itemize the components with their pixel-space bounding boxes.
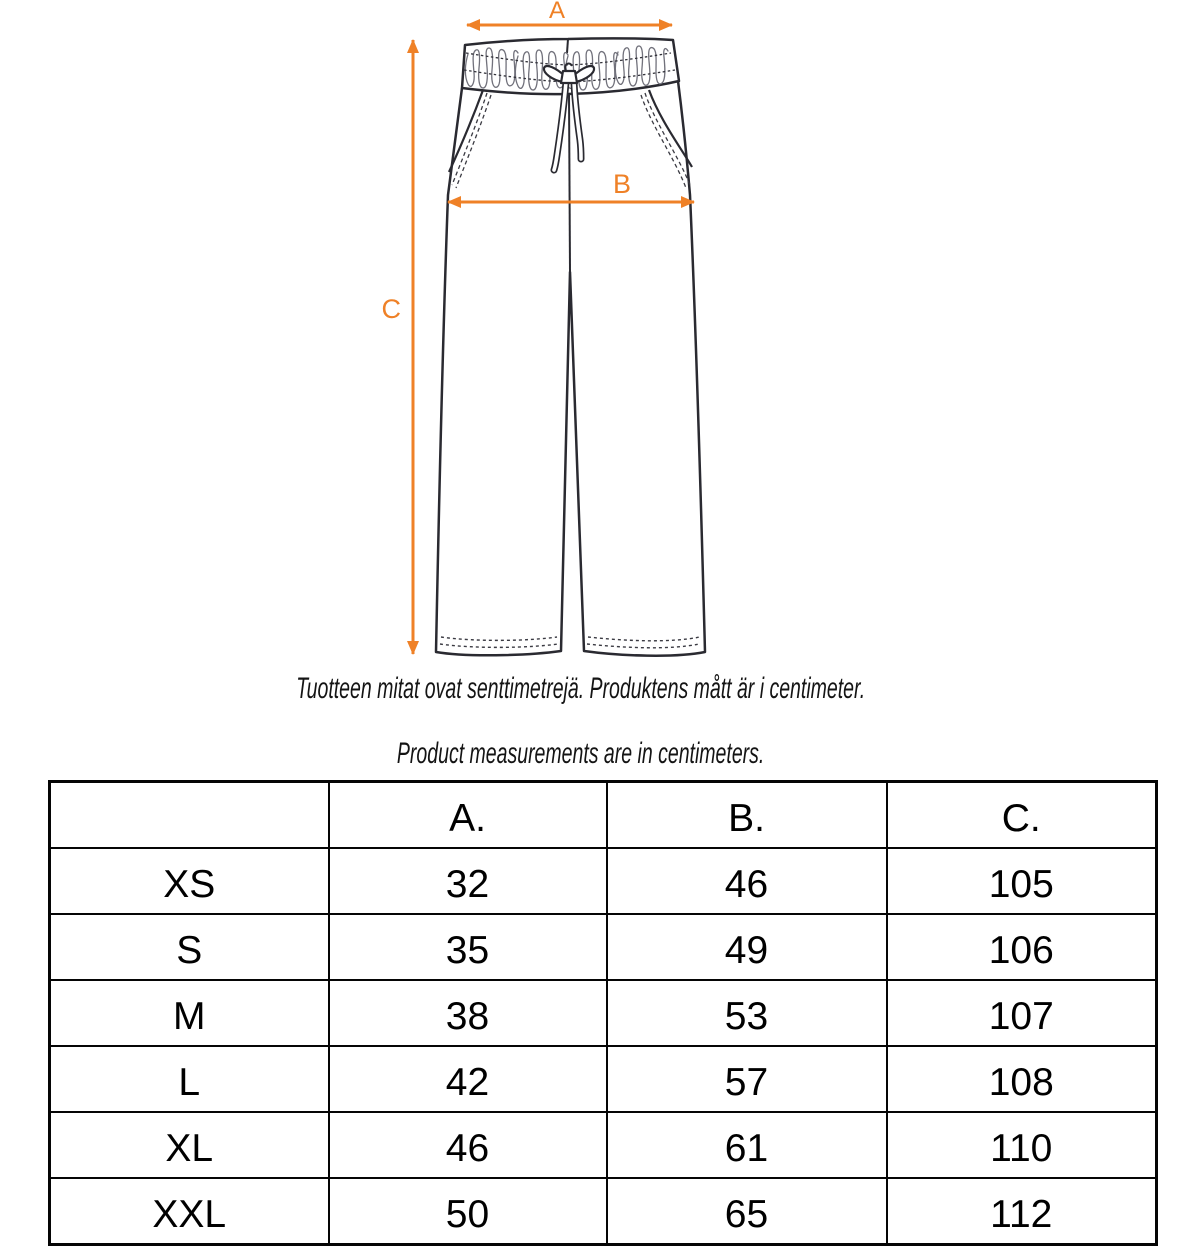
value-cell-a: 32 [329, 848, 607, 914]
value-cell-b: 53 [607, 980, 887, 1046]
value-cell-c: 105 [887, 848, 1157, 914]
value-cell-b: 49 [607, 914, 887, 980]
value-cell-a: 42 [329, 1046, 607, 1112]
size-cell: S [50, 914, 329, 980]
value-cell-a: 46 [329, 1112, 607, 1178]
header-a-cell: A. [329, 782, 607, 849]
table-row-xl [50, 1112, 1157, 1178]
center-seam [569, 94, 570, 272]
value-cell-c: 112 [887, 1178, 1157, 1245]
header-c-cell: C. [887, 782, 1157, 849]
table-row-s [50, 914, 1157, 980]
value-cell-c: 108 [887, 1046, 1157, 1112]
value-cell-b: 57 [607, 1046, 887, 1112]
size-cell: XXL [50, 1178, 329, 1245]
value-cell-c: 110 [887, 1112, 1157, 1178]
value-cell-a: 35 [329, 914, 607, 980]
value-cell-b: 61 [607, 1112, 887, 1178]
header-size-cell [50, 782, 329, 849]
measure-label-a: A [548, 0, 566, 24]
note-finnish-swedish [0, 672, 1181, 706]
value-cell-c: 106 [887, 914, 1157, 980]
waistband-notch [567, 39, 568, 53]
value-cell-a: 50 [329, 1178, 607, 1245]
size-cell: XS [50, 848, 329, 914]
table-row-m [50, 980, 1157, 1046]
size-cell: XL [50, 1112, 329, 1178]
size-table-header-row [50, 782, 1157, 849]
value-cell-c: 107 [887, 980, 1157, 1046]
note-english [0, 737, 1181, 771]
table-row-xs [50, 848, 1157, 914]
size-table-container [48, 780, 1158, 1246]
value-cell-a: 38 [329, 980, 607, 1046]
table-row-l [50, 1046, 1157, 1112]
table-row-xxl [50, 1178, 1157, 1245]
note-english-text: Product measurements are in centimeters. [397, 737, 765, 770]
note-finnish-swedish-text: Tuotteen mitat ovat senttimetrejä. Produktens mått är i centimeter. [296, 672, 866, 705]
header-b-cell: B. [607, 782, 887, 849]
size-cell: M [50, 980, 329, 1046]
size-cell: L [50, 1046, 329, 1112]
value-cell-b: 65 [607, 1178, 887, 1245]
value-cell-b: 46 [607, 848, 887, 914]
measure-label-b: B [612, 169, 632, 199]
measure-label-c: C [381, 294, 401, 324]
pants-body-outline [436, 81, 705, 656]
bow-knot [561, 71, 577, 83]
size-table [48, 780, 1158, 1246]
